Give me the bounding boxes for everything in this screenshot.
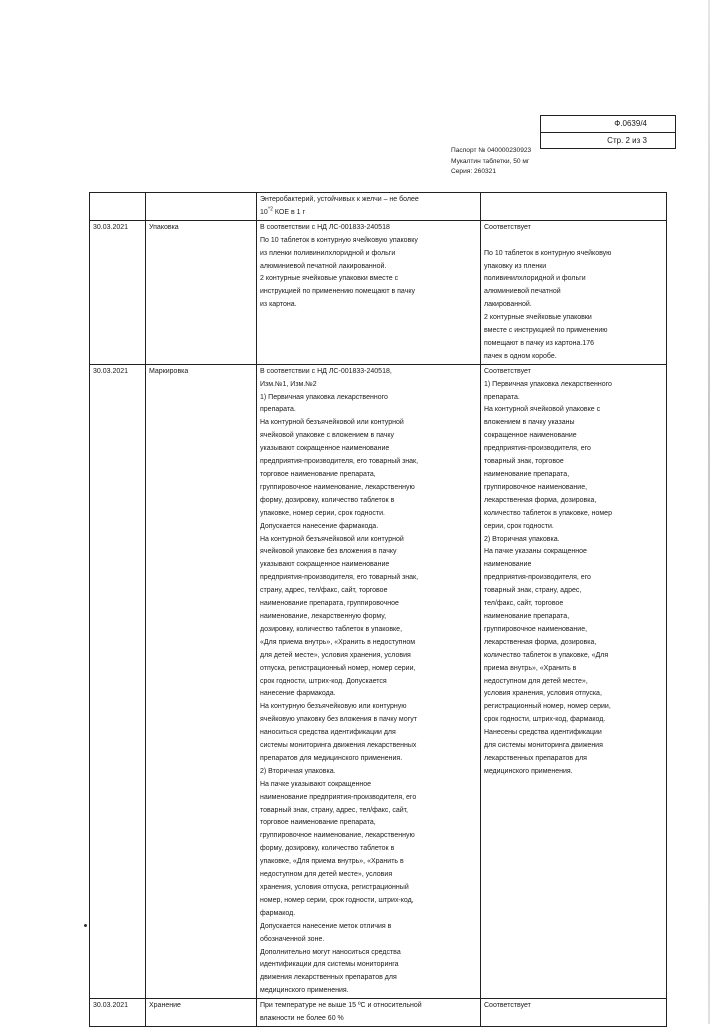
- text-line: предприятия-производителя, его: [484, 445, 591, 453]
- requirement-cell: [257, 220, 481, 364]
- text-line: лакированной.: [484, 301, 532, 309]
- text-line: наноситься средства идентификации для: [260, 729, 396, 737]
- text-line: форму, дозировку, количество таблеток в: [260, 496, 395, 504]
- text-line: лекарственная форма, дозировка,: [484, 638, 597, 646]
- text-line: количество таблеток в упаковке, номер: [484, 509, 612, 517]
- text-line: медицинского применения.: [484, 767, 573, 775]
- text-line: серии, срок годности.: [484, 522, 554, 530]
- result-cell: [481, 364, 667, 998]
- indicator-cell: Упаковка: [146, 220, 257, 364]
- text-line: Допускается нанесение меток отличия в: [260, 922, 392, 930]
- requirement-cell: [257, 364, 481, 998]
- text-line: предприятия-производителя, его товарный знак,: [260, 574, 419, 582]
- text-line: упаковке, «Для приема внутрь», «Хранить в: [260, 858, 404, 866]
- product-name: Мукалтин таблетки, 50 мг: [451, 157, 530, 165]
- text-line: На контурной безъячейковой или контурной: [260, 419, 404, 427]
- result-cell: [481, 999, 667, 1027]
- table-row: [90, 193, 667, 221]
- text-line: для системы мониторинга движения: [484, 742, 603, 750]
- passport-number: Паспорт № 040000230923: [451, 147, 532, 154]
- text-line: вместе с инструкцией по применению: [484, 327, 608, 335]
- text-line: торговое наименование препарата,: [260, 471, 376, 479]
- text-line: товарный знак, страну, адрес,: [484, 587, 582, 595]
- text-line: алюминиевой печатной лакированной.: [260, 262, 387, 270]
- table-row: [90, 364, 667, 998]
- text-line: предприятия-производителя, его товарный знак,: [260, 458, 419, 466]
- requirement-line: Энтеробактерий, устойчивых к желчи – не более: [260, 196, 419, 203]
- text-line: На пачке указаны сокращенное: [484, 548, 587, 556]
- scan-mark: [84, 924, 87, 927]
- text-line: медицинского применения.: [260, 987, 349, 995]
- text-line: регистрационный номер, номер серии,: [484, 703, 611, 711]
- text-line: нанесение фармакода.: [260, 690, 336, 698]
- text-line: лекарственных препаратов для: [484, 754, 587, 762]
- text-line: товарный знак, торговое: [484, 458, 564, 466]
- text-line: идентификации для системы мониторинга: [260, 961, 399, 969]
- text-line: влажности не более 60 %: [260, 1015, 344, 1023]
- text-line: форму, дозировку, количество таблеток в: [260, 845, 395, 853]
- text-line: указывают сокращенное наименование: [260, 445, 390, 453]
- analysis-table: [89, 192, 667, 1027]
- text-line: хранения, условия отпуска, регистрационный: [260, 884, 409, 892]
- requirement-cell: [257, 999, 481, 1027]
- result-cell: [481, 220, 667, 364]
- text-line: фармакод.: [260, 909, 296, 917]
- date-cell: 30.03.2021: [90, 220, 146, 364]
- text-line: На контурной безъячейковой или контурной: [260, 535, 404, 543]
- text-line: 2) Вторичная упаковка.: [484, 535, 560, 543]
- text-line: для детей месте», условия хранения, условия: [260, 651, 411, 659]
- date-cell: 30.03.2021: [90, 999, 146, 1027]
- date-cell: [90, 193, 146, 221]
- requirement-line: $10^{\^{}2}$ КОЕ в 1 г: [260, 206, 305, 216]
- text-line: В соответствии с НД ЛС-001833-240518: [260, 223, 390, 231]
- text-line: Соответствует: [484, 223, 531, 231]
- text-line: страну, адрес, тел/факс, сайт, торговое: [260, 587, 388, 595]
- text-line: Соответствует: [484, 367, 531, 375]
- text-line: системы мониторинга движения лекарственных: [260, 742, 417, 750]
- text-line: В соответствии с НД ЛС-001833-240518,: [260, 367, 392, 375]
- text-line: группировочное наименование,: [484, 483, 588, 491]
- text-line: срок годности, штрих-код, фармакод.: [484, 716, 606, 724]
- text-line: указывают сокращенное наименование: [260, 561, 390, 569]
- result-cell: [481, 193, 667, 221]
- text-line: 2) Вторичная упаковка.: [260, 767, 336, 775]
- text-line: предприятия-производителя, его: [484, 574, 591, 582]
- text-line: На пачке указывают сокращенное: [260, 780, 372, 788]
- text-line: лекарственная форма, дозировка,: [484, 496, 597, 504]
- date-cell: 30.03.2021: [90, 364, 146, 998]
- text-line: условия хранения, условия отпуска,: [484, 690, 602, 698]
- text-line: упаковку из пленки: [484, 262, 547, 270]
- text-line: вложением в пачку указаны: [484, 419, 575, 427]
- text-line: 2 контурные ячейковые упаковки вместе с: [260, 275, 399, 283]
- text-line: По 10 таблеток в контурную ячейковую: [484, 249, 612, 257]
- text-line: тел/факс, сайт, торговое: [484, 600, 564, 608]
- text-line: номер, номер серии, срок годности, штрих-код,: [260, 896, 414, 904]
- table-row: [90, 220, 667, 364]
- form-code-box: [540, 115, 676, 149]
- text-line: пачек в одном коробе.: [484, 352, 557, 360]
- requirement-cell: [257, 193, 481, 221]
- text-line: дозировку, количество таблеток в упаковке,: [260, 625, 403, 633]
- text-line: На контурной ячейковой упаковке с: [484, 406, 601, 414]
- text-line: недоступном для детей месте»,: [484, 677, 588, 685]
- text-line: При температуре не выше 15 ºС и относительной: [260, 1002, 422, 1010]
- text-line: На контурную безъячейковую или контурную: [260, 703, 407, 711]
- text-line: наименование препарата,: [484, 471, 570, 479]
- indicator-cell: Хранение: [146, 999, 257, 1027]
- blank-line: [484, 235, 663, 248]
- text-line: ячейковой упаковке с вложением в пачку: [260, 432, 395, 440]
- form-code: Ф.0639/4: [614, 119, 647, 128]
- text-line: помещают в пачку из картона.176: [484, 339, 595, 347]
- text-line: товарный знак, страну, адрес, тел/факс, сайт,: [260, 806, 408, 814]
- text-line: движения лекарственных препаратов для: [260, 974, 397, 982]
- text-line: Соответствует: [484, 1002, 531, 1010]
- text-line: Допускается нанесение фармакода.: [260, 522, 379, 530]
- text-line: из пленки поливинилхлоридной и фольги: [260, 249, 396, 257]
- text-line: поливинилхлоридной и фольги: [484, 275, 586, 283]
- text-line: инструкцией по применению помещают в пачку: [260, 288, 415, 296]
- text-line: ячейковую упаковку без вложения в пачку могут: [260, 716, 417, 724]
- text-line: срок годности, штрих-код. Допускается: [260, 677, 387, 685]
- text-line: из картона.: [260, 301, 297, 309]
- series-number: Серия: 260321: [451, 168, 497, 175]
- text-line: группировочное наименование, лекарственную: [260, 483, 415, 491]
- text-line: торговое наименование препарата,: [260, 819, 376, 827]
- text-line: 1) Первичная упаковка лекарственного: [484, 380, 612, 388]
- text-line: Изм.№1, Изм.№2: [260, 380, 317, 388]
- text-line: отпуска, регистрационный номер, номер серии,: [260, 664, 416, 672]
- text-line: ячейковой упаковке без вложения в пачку: [260, 548, 397, 556]
- indicator-cell: [146, 193, 257, 221]
- text-line: наименование препарата, группировочное: [260, 600, 399, 608]
- text-line: количество таблеток в упаковке, «Для: [484, 651, 609, 659]
- text-line: По 10 таблеток в контурную ячейковую упаковку: [260, 236, 418, 244]
- text-line: обозначенной зоне.: [260, 935, 325, 943]
- text-line: приема внутрь», «Хранить в: [484, 664, 577, 672]
- text-line: препарата.: [260, 406, 296, 414]
- table-row: [90, 999, 667, 1027]
- text-line: наименование: [484, 561, 532, 569]
- text-line: 2 контурные ячейковые упаковки: [484, 314, 592, 322]
- text-line: недоступном для детей месте», условия: [260, 871, 393, 879]
- text-line: группировочное наименование,: [484, 625, 588, 633]
- text-line: препарата.: [484, 393, 520, 401]
- passport-header: [451, 146, 531, 178]
- text-line: Нанесены средства идентификации: [484, 729, 602, 737]
- text-line: 1) Первичная упаковка лекарственного: [260, 393, 388, 401]
- text-line: группировочное наименование, лекарственную: [260, 832, 415, 840]
- text-line: наименование, лекарственную форму,: [260, 612, 387, 620]
- text-line: наименование препарата,: [484, 612, 570, 620]
- text-line: Дополнительно могут наноситься средства: [260, 948, 401, 956]
- text-line: сокращенное наименование: [484, 432, 577, 440]
- text-line: «Для приема внутрь», «Хранить в недоступном: [260, 638, 416, 646]
- text-line: наименование предприятия-производителя, его: [260, 793, 417, 801]
- text-line: алюминиевой печатной: [484, 288, 561, 296]
- page-number: Стр. 2 из 3: [541, 132, 675, 148]
- page-edge: [708, 0, 710, 1024]
- indicator-cell: Маркировка: [146, 364, 257, 998]
- text-line: препаратов для медицинского применения.: [260, 754, 403, 762]
- text-line: упаковке, номер серии, срок годности.: [260, 509, 385, 517]
